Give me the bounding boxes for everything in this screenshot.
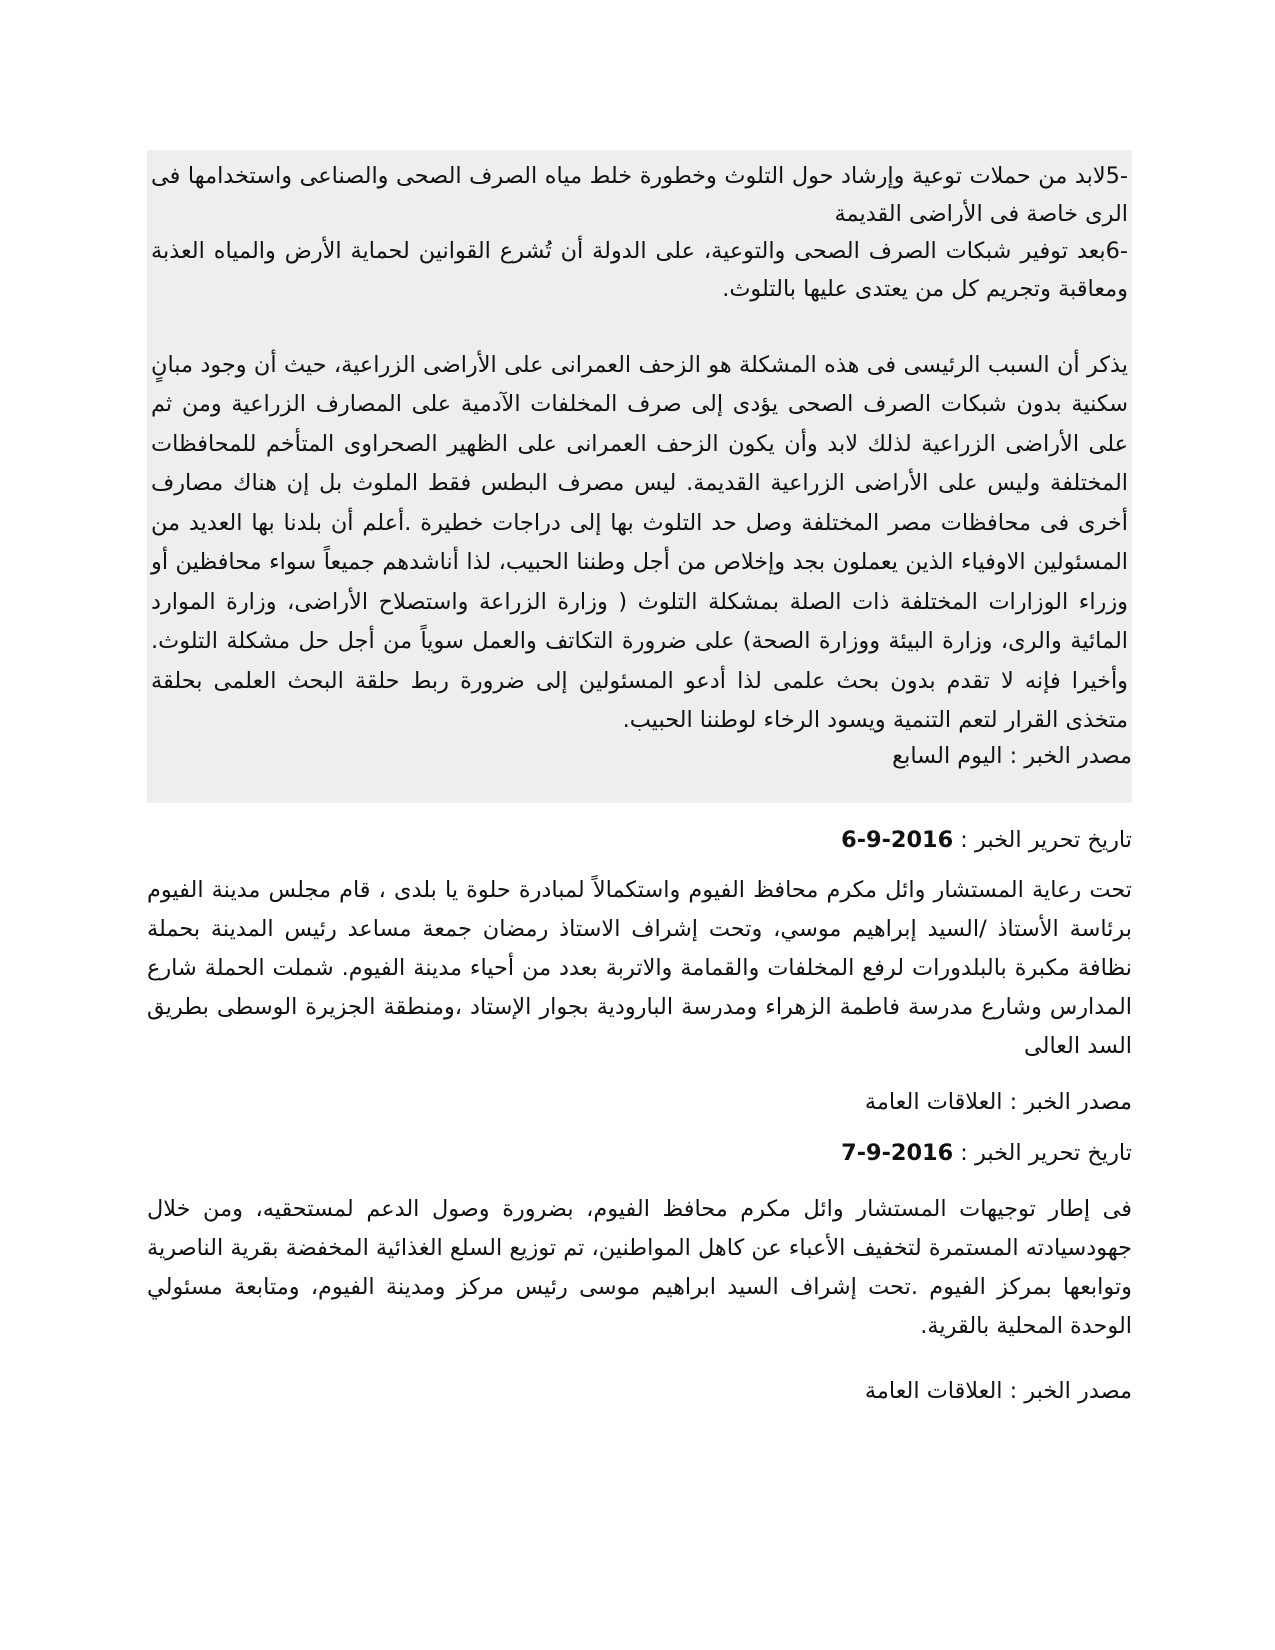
- news3-date-value: 7-9-2016: [841, 1140, 954, 1166]
- paragraph-gap: [151, 308, 1128, 346]
- news2-source-block: [147, 1083, 1132, 1122]
- news3-date-label: تاريخ تحرير الخبر :: [953, 1140, 1132, 1166]
- news2-source: مصدر الخبر : العلاقات العامة: [864, 1089, 1132, 1115]
- news1-source: مصدر الخبر : اليوم السابع: [892, 743, 1132, 769]
- news1-source-block: [147, 737, 1132, 776]
- news3-source-block: [147, 1372, 1132, 1411]
- news3-date: [147, 1134, 1132, 1173]
- news3-body: فى إطار توجيهات المستشار وائل مكرم محافظ الفيوم، بضرورة وصول الدعم لمستحقيه، ومن خلال جهودسيادته المستمرة لتخفيف الأعباء عن كاهل المواطنين، تم توزيع السلع الغذائية المخفضة بقرية الناصرية وتوابعها بمركز الفيوم .تحت إشراف السيد ابراهيم موسى رئيس مركز ومدينة الفيوم، ومتابعة مسئولي الوحدة المحلية بالقرية.: [147, 1196, 1132, 1339]
- document-page: [147, 0, 1132, 1650]
- closing-paragraph: يذكر أن السبب الرئيسى فى هذه المشكلة هو الزحف العمرانى على الأراضى الزراعية، حيث أن وجود مبانٍ سكنية بدون شبكات الصرف الصحى يؤدى إلى صرف المخلفات الآدمية على المصارف الزراعية ومن ثم على الأراضى الزراعية لذلك لابد وأن يكون الزحف العمرانى على الظهير الصحراوى المتأخم للمحافظات المختلفة وليس على الأراضى الزراعية القديمة. ليس مصرف البطس فقط الملوث بل إن هناك مصارف أخرى فى محافظات مصر المختلفة وصل حد التلوث بها إلى دراجات خطيرة .أعلم أن بلدنا بها العديد من المسئولين الاوفياء الذين يعملون بجد وإخلاص من أجل وطننا الحبيب، لذا أناشدهم جميعاً سواء محافظين أو وزراء الوزارات المختلفة ذات الصلة بمشكلة التلوث ( وزارة الزراعة واستصلاح الأراضى، وزارة الموارد المائية والرى، وزارة البيئة ووزارة الصحة) على ضرورة التكاتف والعمل سوياً من أجل حل مشكلة التلوث. وأخيرا فإنه لا تقدم بدون بحث علمى لذا أدعو المسئولين إلى ضرورة ربط حلقة البحث العلمى بحلقة متخذى القرار لتعم التنمية ويسود الرخاء لوطننا الحبيب.: [151, 351, 1128, 733]
- news2-date-block: [147, 821, 1132, 860]
- news2-date-label: تاريخ تحرير الخبر :: [953, 827, 1132, 853]
- news3-date-block: [147, 1134, 1132, 1173]
- news2-date: [147, 821, 1132, 860]
- news3-body-block: [147, 1190, 1132, 1346]
- news2-date-value: 6-9-2016: [841, 827, 954, 853]
- news2-body: تحت رعاية المستشار وائل مكرم محافظ الفيوم واستكمالاً لمبادرة حلوة يا بلدى ، قام مجلس مدينة الفيوم برئاسة الأستاذ /السيد إبراهيم موسي، وتحت إشراف الاستاذ رمضان جمعة مساعد رئيس المدينة بحملة نظافة مكبرة بالبلدورات لرفع المخلفات والقمامة والاتربة بعدد من أحياء مدينة الفيوم. شملت الحملة شارع المدارس وشارع مدرسة فاطمة الزهراء ومدرسة البارودية بجوار الإستاد ،ومنطقة الجزيرة الوسطى بطريق السد العالى: [147, 877, 1132, 1059]
- news2-body-block: [147, 871, 1132, 1066]
- recommendation-6: -6بعد توفير شبكات الصرف الصحى والتوعية، على الدولة أن تُشرع القوانين لحماية الأرض والمياه العذبة ومعاقبة وتجريم كل من يعتدى عليها بالتلوث.: [151, 238, 1128, 302]
- recommendation-5: -5لابد من حملات توعية وإرشاد حول التلوث وخطورة خلط مياه الصرف الصحى والصناعى واستخدامها فى الرى خاصة فى الأراضى القديمة: [151, 163, 1128, 227]
- highlighted-section: [147, 150, 1132, 803]
- news3-source: مصدر الخبر : العلاقات العامة: [864, 1378, 1132, 1404]
